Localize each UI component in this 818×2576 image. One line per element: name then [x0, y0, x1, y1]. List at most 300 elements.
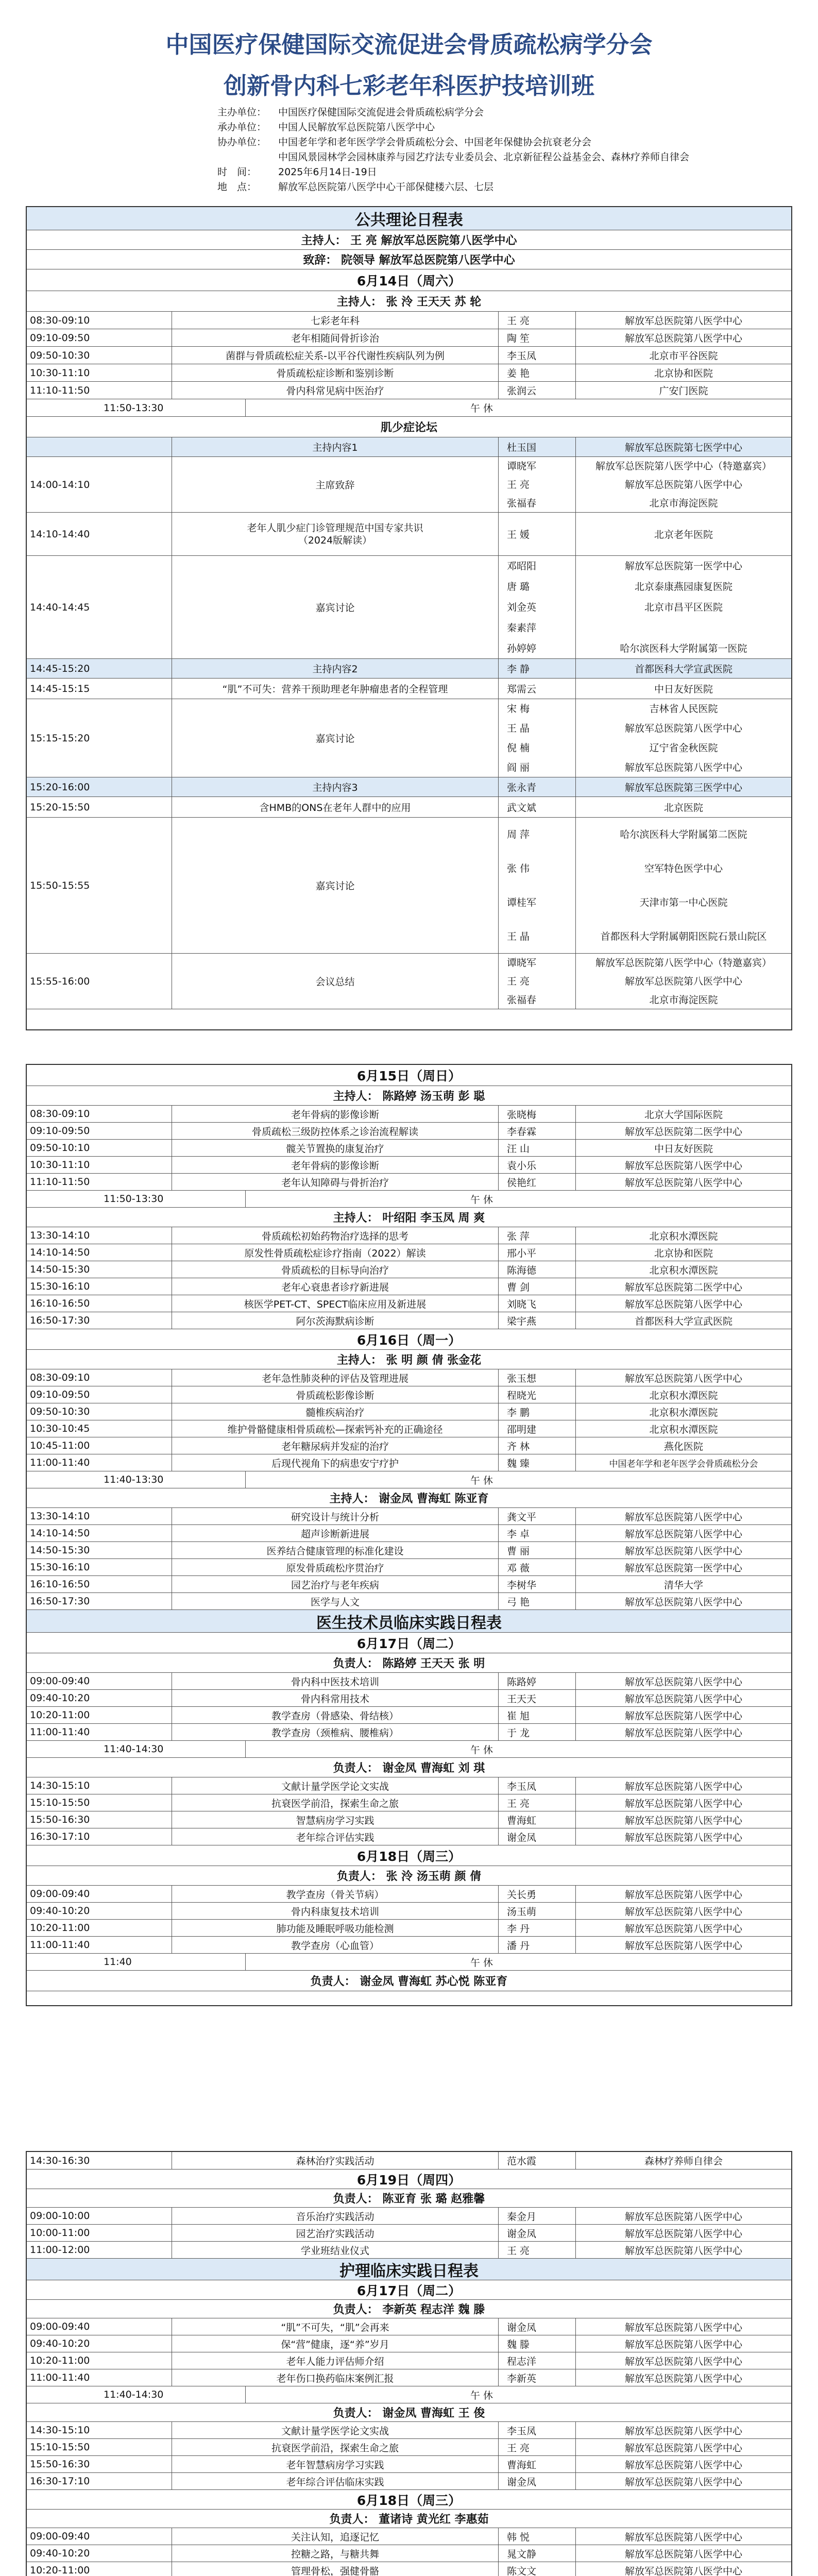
time-cell: 09:50-10:10 [27, 1140, 172, 1156]
organization-cell: 北京老年医院 [654, 529, 713, 540]
organization-cell: 解放军总医院第八医学中心 [624, 2531, 742, 2543]
organization-cell: 解放军总医院第二医学中心 [624, 1126, 742, 1138]
topic-cell: 教学查房（心血管） [172, 1937, 499, 1953]
speaker-cell: 袁小乐 [499, 1157, 576, 1173]
topic-cell: 骨内科中医技术培训 [172, 1673, 499, 1689]
table-row [27, 1723, 791, 1740]
date-row: 6月15日（周日） [356, 1069, 462, 1083]
section-title: 公共理论日程表 [27, 207, 791, 230]
schedule-section-nursing [26, 2151, 792, 2576]
organization-cell: 解放军总医院第八医学中心 [624, 1906, 742, 1918]
chair-line: 主持人： 王 亮 解放军总医院第八医学中心 [27, 230, 791, 249]
date-row: 6月19日（周四） [27, 2169, 791, 2189]
organization-cell: 解放军总医院第八医学中心 [624, 2245, 742, 2257]
table-row [27, 364, 791, 381]
organization-cell: 解放军总医院第八医学中心 [624, 315, 742, 327]
table-row [27, 1777, 791, 1794]
forum-title: 肌少症论坛 [27, 416, 791, 437]
host-row: 主持人： 张 泠 王天天 苏 轮 [27, 291, 791, 311]
organization-cell: 中国老年学和老年医学会骨质疏松分会 [609, 1459, 758, 1469]
organization-cell: 解放军总医院第八医学中心 [624, 1298, 742, 1310]
time-cell: 14:30-16:30 [27, 2152, 172, 2169]
organization-cell: 解放军总医院第八医学中心 [624, 1693, 742, 1705]
spacer-row [27, 1009, 791, 1029]
topic-cell: 医学与人文 [172, 1593, 499, 1609]
speaker-cell: 邵明建 [499, 1420, 576, 1437]
organization-cell: 解放军总医院第八医学中心 [624, 1545, 742, 1557]
table-row [27, 817, 791, 953]
time-cell: 15:50-16:30 [27, 2456, 172, 2472]
organization-cell: 首都医科大学宣武医院 [634, 664, 732, 675]
speaker-cell: 李 丹 [499, 1920, 576, 1936]
table-row [27, 1105, 791, 1122]
chair-line: 致辞： 院领导 解放军总医院第八医学中心 [27, 249, 791, 269]
time-cell: 08:30-09:10 [27, 1369, 172, 1386]
speaker-cell: 王 媛 [499, 513, 576, 555]
table-row [27, 2562, 791, 2576]
table-row [27, 953, 791, 1009]
time-cell: 13:30-14:10 [27, 1227, 172, 1244]
topic-cell: 骨质疏松症诊断和鉴别诊断 [172, 364, 499, 381]
speaker-cell: 李树华 [499, 1576, 576, 1592]
time-cell: 11:40-14:30 [100, 1741, 246, 1757]
time-cell: 15:10-15:50 [27, 2439, 172, 2455]
table-row [27, 2241, 791, 2258]
speaker-cell: 魏 滕 [499, 2335, 576, 2352]
table-row [27, 2335, 791, 2352]
organization-cell: 北京积水潭医院 [649, 1230, 718, 1242]
speaker-cell: 李玉凤 [499, 347, 576, 364]
speaker-cell: 曹海虹 [499, 1811, 576, 1828]
time-cell: 11:50-13:30 [100, 399, 246, 416]
speaker-cell: 李玉凤 [499, 1777, 576, 1794]
topic-cell: 关注认知，追逐记忆 [172, 2528, 499, 2545]
break-row [27, 1740, 791, 1757]
time-cell: 11:40-14:30 [100, 2386, 246, 2403]
organization-cell: 解放军总医院第八医学中心 [624, 2228, 742, 2240]
info-line: 时 间： 2025年6月14日-19日 [217, 166, 377, 178]
speaker-cell: 陈海德 [499, 1261, 576, 1278]
time-cell: 09:00-09:40 [27, 1886, 172, 1902]
time-cell: 15:20-16:00 [27, 777, 172, 796]
time-cell: 14:45-15:20 [27, 659, 172, 678]
table-row [27, 1261, 791, 1278]
topic-cell: 髓椎疾病治疗 [172, 1403, 499, 1420]
time-cell: 09:00-09:40 [27, 1673, 172, 1689]
table-row [27, 1936, 791, 1953]
topic-cell: 老年骨病的影像诊断 [172, 1157, 499, 1173]
topic-cell: 超声诊断新进展 [172, 1525, 499, 1541]
time-cell: 14:50-15:30 [27, 1542, 172, 1558]
topic-cell: 骨内科常用技术 [172, 1690, 499, 1706]
speaker-cell: 秦金月 [499, 2208, 576, 2224]
speaker-cell: 谭晓军 王 亮 张福春 [499, 457, 576, 512]
table-row [27, 1295, 791, 1312]
topic-cell: 音乐治疗实践活动 [172, 2208, 499, 2224]
organization-cell: 解放军总医院第八医学中心 [624, 1781, 742, 1792]
topic-cell: 老年人肌少症门诊管理规范中国专家共识 （2024版解读） [172, 513, 499, 555]
organization-cell: 解放军总医院第一医学中心 [624, 1562, 742, 1574]
topic-cell: 骨内科康复技术培训 [172, 1903, 499, 1919]
organization-cell: 解放军总医院第八医学中心 [624, 2476, 742, 2488]
speaker-cell: 崔 旭 [499, 1707, 576, 1723]
time-cell: 10:00-11:00 [27, 2225, 172, 2241]
organization-cell: 森林疗养师自律会 [644, 2156, 723, 2167]
topic-cell: 骨质疏松影像诊断 [172, 1386, 499, 1403]
table-row [27, 2421, 791, 2438]
table-row [27, 1122, 791, 1139]
organization-cell: 解放军总医院第八医学中心 [624, 2548, 742, 2560]
table-row [27, 1558, 791, 1575]
time-cell: 09:10-09:50 [27, 1386, 172, 1403]
organization-cell: 北京积水潭医院 [649, 1389, 718, 1401]
speaker-cell: 齐 林 [499, 1437, 576, 1454]
topic-cell: 菌群与骨质疏松症关系-以平谷代谢性疾病队列为例 [172, 347, 499, 364]
time-cell: 11:40 [100, 1954, 246, 1970]
time-cell: 09:50-10:30 [27, 347, 172, 364]
topic-cell: 智慧病房学习实践 [172, 1811, 499, 1828]
topic-cell: 髋关节置换的康复治疗 [172, 1140, 499, 1156]
speaker-cell: 陶 笙 [499, 329, 576, 346]
organization-cell: 北京积水潭医院 [649, 1264, 718, 1276]
organization-cell: 解放军总医院第八医学中心 [624, 1177, 742, 1189]
organization-cell: 解放军总医院第一医学中心 北京泰康燕园康复医院 北京市昌平区医院 哈尔滨医科大学附属第一医院 [620, 560, 747, 654]
time-cell: 16:10-16:50 [27, 1295, 172, 1312]
table-row [27, 1919, 791, 1936]
header [0, 0, 818, 237]
table-row [27, 1794, 791, 1811]
organization-cell: 解放军总医院第八医学中心 [624, 1832, 742, 1843]
time-cell: 14:00-14:10 [27, 457, 172, 512]
lead-row: 负责人： 陈路婷 王天天 张 明 [27, 1653, 791, 1672]
topic-cell: 老年人能力评估师介绍 [172, 2352, 499, 2369]
speaker-cell: 邓 薇 [499, 1559, 576, 1575]
speaker-cell: 王 亮 [499, 2439, 576, 2455]
table-row [27, 2318, 791, 2335]
time-cell: 15:55-16:00 [27, 954, 172, 1009]
speaker-cell: 谢金凤 [499, 2318, 576, 2335]
organization-cell: 北京积水潭医院 [649, 1423, 718, 1435]
topic-cell: 抗衰医学前沿，探索生命之旅 [172, 1794, 499, 1811]
date-row: 6月18日（周三） [27, 1845, 791, 1866]
table-row [27, 1278, 791, 1295]
speaker-cell: 谢金凤 [499, 2473, 576, 2489]
time-cell: 16:50-17:30 [27, 1593, 172, 1609]
organization-cell: 解放军总医院第八医学中心 [624, 2338, 742, 2350]
break-label: 午 休 [470, 403, 493, 414]
time-cell: 14:10-14:40 [27, 513, 172, 555]
topic-cell: 管理骨松，强健骨骼 [172, 2562, 499, 2576]
time-cell: 14:10-14:50 [27, 1525, 172, 1541]
topic-cell: 骨质疏松三级防控体系之诊治流程解读 [172, 1123, 499, 1139]
organization-cell: 解放军总医院第八医学中心 [624, 2355, 742, 2367]
table-row [27, 1403, 791, 1420]
speaker-cell: 王 亮 [499, 312, 576, 329]
speaker-cell: 晁文静 [499, 2545, 576, 2562]
time-cell: 09:40-10:20 [27, 2545, 172, 2562]
lead-row: 负责人： 谢金凤 曹海虹 王 俊 [27, 2403, 791, 2421]
topic-cell: 教学查房（颈椎病、腰椎病） [172, 1724, 499, 1740]
table-row [27, 1139, 791, 1156]
speaker-cell: 李新英 [499, 2369, 576, 2386]
topic-cell: 医养结合健康管理的标准化建设 [172, 1542, 499, 1558]
organization-cell: 解放军总医院第八医学中心 [624, 333, 742, 344]
table-row [27, 699, 791, 777]
table-row [27, 1706, 791, 1723]
organization-cell: 解放军总医院第八医学中心 [624, 2565, 742, 2576]
speaker-cell: 魏 臻 [499, 1454, 576, 1471]
lead-row: 负责人： 李新英 程志洋 魏 滕 [27, 2299, 791, 2318]
table-row [27, 2224, 791, 2241]
speaker-cell: 汤玉萌 [499, 1903, 576, 1919]
speaker-cell: 李 静 [499, 659, 576, 678]
date-row: 6月17日（周二） [27, 1632, 791, 1653]
organization-cell: 解放军总医院第八医学中心 [624, 1815, 742, 1826]
organization-cell: 清华大学 [663, 1579, 703, 1591]
organization-cell: 解放军总医院第八医学中心 [624, 2321, 742, 2333]
time-cell: 10:45-11:00 [27, 1437, 172, 1454]
table-row [27, 1507, 791, 1524]
table-row [27, 1541, 791, 1558]
table-row [27, 512, 791, 555]
organization-cell: 北京协和医院 [654, 1247, 713, 1259]
time-cell [27, 437, 172, 456]
break-row [27, 1190, 791, 1207]
info-line: 地 点： 解放军总医院第八医学中心干部保健楼六层、七层 [217, 181, 494, 193]
table-row [27, 1689, 791, 1706]
organization-cell: 解放军总医院第八医学中心 [624, 1940, 742, 1952]
date-row: 6月18日（周三） [27, 2489, 791, 2509]
topic-cell: 骨内科常见病中医治疗 [172, 382, 499, 399]
host-content-row [27, 437, 791, 456]
host-row: 主持人： 张 明 颜 倩 张金花 [27, 1349, 791, 1369]
table-row [27, 381, 791, 399]
host-content-row [27, 777, 791, 796]
time-cell: 15:20-15:50 [27, 797, 172, 817]
speaker-cell: 范水霞 [499, 2152, 576, 2169]
speaker-cell: 程志洋 [499, 2352, 576, 2369]
speaker-cell: 宋 梅 王 晶 倪 楠 阎 丽 [499, 699, 576, 777]
speaker-cell: 姜 艳 [499, 364, 576, 381]
organization-cell: 吉林省人民医院 解放军总医院第八医学中心 辽宁省金秋医院 解放军总医院第八医学中心 [624, 703, 742, 773]
speaker-cell: 曹 剑 [499, 1278, 576, 1295]
speaker-cell: 陈文文 [499, 2562, 576, 2576]
table-row [27, 456, 791, 512]
topic-cell: 文献计量学医学论文实战 [172, 1777, 499, 1794]
info-line: 中国风景园林学会园林康养与园艺疗法专业委员会、北京新征程公益基金会、森林疗养师自律会 [278, 151, 690, 163]
speaker-cell: 于 龙 [499, 1724, 576, 1740]
time-cell: 15:50-16:30 [27, 1811, 172, 1828]
topic-cell: 骨质疏松初始药物治疗选择的思考 [172, 1227, 499, 1244]
break-row [27, 399, 791, 416]
speaker-cell: 周 萍 张 伟 谭桂军 王 晶 [499, 818, 576, 953]
time-cell: 14:30-15:10 [27, 1777, 172, 1794]
table-row [27, 1369, 791, 1386]
organization-cell: 解放军总医院第八医学中心（特邀嘉宾） 解放军总医院第八医学中心 北京市海淀医院 [595, 460, 772, 509]
table-row [27, 2528, 791, 2545]
time-cell: 08:30-09:10 [27, 1106, 172, 1122]
time-cell: 10:20-11:00 [27, 2352, 172, 2369]
table-row [27, 1437, 791, 1454]
topic-cell: “肌”不可失：营养干预助理老年肿瘤患者的全程管理 [172, 679, 499, 699]
speaker-cell: 侯艳红 [499, 1174, 576, 1190]
topic-cell: 老年伤口换药临床案例汇报 [172, 2369, 499, 2386]
topic-cell: 主持内容1 [172, 437, 499, 456]
speaker-cell: 潘 丹 [499, 1937, 576, 1953]
time-cell: 09:10-09:50 [27, 1123, 172, 1139]
speaker-cell: 张晓梅 [499, 1106, 576, 1122]
table-row [27, 1156, 791, 1173]
time-cell: 09:00-09:40 [27, 2318, 172, 2335]
topic-cell: 保“营”健康，逐“养”岁月 [172, 2335, 499, 2352]
break-row [27, 2386, 791, 2403]
organization-cell: 北京协和医院 [654, 368, 713, 379]
time-cell: 10:30-10:45 [27, 1420, 172, 1437]
topic-cell: 学业班结业仪式 [172, 2242, 499, 2258]
time-cell: 11:40-13:30 [100, 1471, 246, 1488]
speaker-cell: 谭晓军 王 亮 张福春 [499, 954, 576, 1009]
speaker-cell: 弓 艳 [499, 1593, 576, 1609]
topic-cell: 老年综合评估实践 [172, 1828, 499, 1845]
organization-cell: 解放军总医院第八医学中心 [624, 2459, 742, 2471]
table-row [27, 1173, 791, 1190]
speaker-cell: 梁宇燕 [499, 1312, 576, 1329]
time-cell: 10:30-11:10 [27, 1157, 172, 1173]
time-cell: 14:40-14:45 [27, 556, 172, 658]
lead-row: 负责人： 张 泠 汤玉萌 颜 倩 [27, 1866, 791, 1885]
host-row: 主持人： 谢金凤 曹海虹 陈亚育 [27, 1488, 791, 1507]
speaker-cell: 武文斌 [499, 797, 576, 817]
speaker-cell: 张 萍 [499, 1227, 576, 1244]
break-label: 午 休 [470, 1957, 493, 1969]
speaker-cell: 邓昭阳 唐 璐 刘金英 秦素萍 孙婷婷 [499, 556, 576, 658]
main-title: 中国医疗保健国际交流促进会骨质疏松病学分会 [165, 31, 653, 58]
section-title: 护理临床实践日程表 [27, 2258, 791, 2280]
info-line: 承办单位： 中国人民解放军总医院第八医学中心 [217, 122, 435, 133]
speaker-cell: 李 鹏 [499, 1403, 576, 1420]
organization-cell: 北京医院 [663, 802, 703, 814]
time-cell: 16:50-17:30 [27, 1312, 172, 1329]
time-cell: 11:10-11:50 [27, 1174, 172, 1190]
organization-cell: 解放军总医院第八医学中心 [624, 2372, 742, 2384]
time-cell: 15:50-15:55 [27, 818, 172, 953]
organization-cell: 解放军总医院第八医学中心 [624, 1923, 742, 1935]
topic-cell: “肌”不可失，“肌”会再来 [172, 2318, 499, 2335]
time-cell: 11:00-12:00 [27, 2242, 172, 2258]
organization-cell: 北京市平谷医院 [649, 350, 718, 362]
topic-cell: 老年糖尿病并发症的治疗 [172, 1437, 499, 1454]
table-row [27, 1828, 791, 1845]
topic-cell: 教学查房（骨感染、骨结核） [172, 1707, 499, 1723]
speaker-cell: 程晓光 [499, 1386, 576, 1403]
organization-cell: 解放军总医院第三医学中心 [624, 782, 742, 793]
time-cell: 15:10-15:50 [27, 1794, 172, 1811]
topic-cell: 维护骨骼健康相骨质疏松—探索钙补充的正确途径 [172, 1420, 499, 1437]
speaker-cell: 张润云 [499, 382, 576, 399]
date-row: 6月17日（周二） [27, 2280, 791, 2299]
organization-cell: 解放军总医院第八医学中心（特邀嘉宾） 解放军总医院第八医学中心 北京市海淀医院 [595, 957, 772, 1006]
schedule-section-doctors [26, 1064, 792, 2006]
organization-cell: 解放军总医院第八医学中心 [624, 2425, 742, 2437]
time-cell: 14:30-15:10 [27, 2422, 172, 2438]
table-row [27, 1885, 791, 1902]
time-cell: 11:00-11:40 [27, 1937, 172, 1953]
table-row [27, 2455, 791, 2472]
table-row [27, 1420, 791, 1437]
table-row [27, 1227, 791, 1244]
table-row [27, 2152, 791, 2169]
break-label: 午 休 [470, 1475, 493, 1486]
organization-cell: 北京积水潭医院 [649, 1406, 718, 1418]
speaker-cell: 张永青 [499, 777, 576, 796]
time-cell: 16:30-17:10 [27, 1828, 172, 1845]
table-row [27, 2545, 791, 2562]
time-cell: 13:30-14:10 [27, 1508, 172, 1524]
speaker-cell: 关长勇 [499, 1886, 576, 1902]
organization-cell: 解放军总医院第八医学中心 [624, 1596, 742, 1608]
table-row [27, 329, 791, 346]
organization-cell: 解放军总医院第八医学中心 [624, 1727, 742, 1739]
table-row [27, 2438, 791, 2455]
speaker-cell: 邢小平 [499, 1244, 576, 1261]
speaker-cell: 李春霖 [499, 1123, 576, 1139]
topic-cell: 老年骨病的影像诊断 [172, 1106, 499, 1122]
organization-cell: 广安门医院 [659, 385, 708, 397]
organization-cell: 解放军总医院第八医学中心 [624, 2211, 742, 2223]
time-cell: 11:10-11:50 [27, 382, 172, 399]
time-cell: 16:30-17:10 [27, 2473, 172, 2489]
lead-row: 负责人： 董诸诗 黄光红 李惠茹 [27, 2509, 791, 2528]
info-line: 协办单位： 中国老年学和老年医学学会骨质疏松分会、中国老年保健协会抗衰老分会 [217, 137, 592, 148]
time-cell: 11:50-13:30 [100, 1191, 246, 1207]
time-cell: 09:50-10:30 [27, 1403, 172, 1420]
time-cell: 08:30-09:10 [27, 312, 172, 329]
topic-cell: 七彩老年科 [172, 312, 499, 329]
organization-cell: 哈尔滨医科大学附属第二医院 空军特色医学中心 天津市第一中心医院 首都医科大学附属朝阳医院石景山院区 [600, 828, 767, 942]
topic-cell: 园艺治疗与老年疾病 [172, 1576, 499, 1592]
organization-cell: 解放军总医院第二医学中心 [624, 1281, 742, 1293]
topic-cell: 后现代视角下的病患安宁疗护 [172, 1454, 499, 1471]
table-row [27, 1454, 791, 1471]
speaker-cell: 谢金凤 [499, 1828, 576, 1845]
host-row: 主持人： 叶绍阳 李玉凤 周 爽 [27, 1207, 791, 1227]
organization-cell: 解放军总医院第八医学中心 [624, 1710, 742, 1722]
topic-cell: 嘉宾讨论 [172, 818, 499, 953]
speaker-cell: 曹海虹 [499, 2456, 576, 2472]
time-cell: 15:30-16:10 [27, 1559, 172, 1575]
info-line: 主办单位： 中国医疗保健国际交流促进会骨质疏松病学分会 [217, 107, 484, 118]
topic-cell: 原发性骨质疏松症诊疗指南（2022）解读 [172, 1244, 499, 1261]
speaker-cell: 龚文平 [499, 1508, 576, 1524]
organization-cell: 首都医科大学宣武医院 [634, 1315, 732, 1327]
break-label: 午 休 [470, 1744, 493, 1756]
time-cell: 11:00-11:40 [27, 2369, 172, 2386]
table-row [27, 2207, 791, 2224]
break-label: 午 休 [470, 2389, 493, 2401]
topic-cell: 肺功能及睡眠呼吸功能检测 [172, 1920, 499, 1936]
time-cell: 16:10-16:50 [27, 1576, 172, 1592]
topic-cell: 骨质疏松的目标导向治疗 [172, 1261, 499, 1278]
speaker-cell: 李 卓 [499, 1525, 576, 1541]
table-row [27, 1902, 791, 1919]
section-title: 医生技术员临床实践日程表 [27, 1609, 791, 1632]
speaker-cell: 汪 山 [499, 1140, 576, 1156]
time-cell: 10:20-11:00 [27, 1707, 172, 1723]
topic-cell: 园艺治疗实践活动 [172, 2225, 499, 2241]
table-row [27, 2352, 791, 2369]
schedule-section-public [26, 206, 792, 1030]
time-cell: 10:30-11:10 [27, 364, 172, 381]
